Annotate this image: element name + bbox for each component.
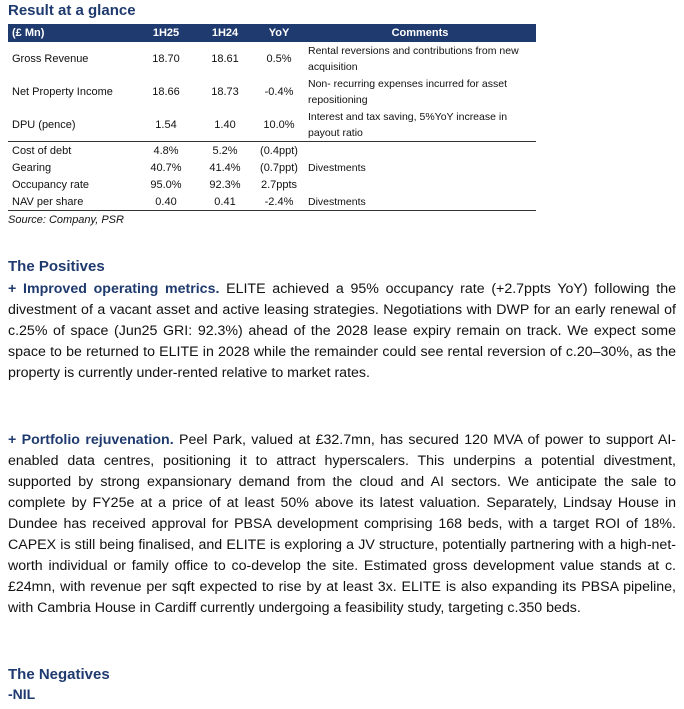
results-table bbox=[8, 24, 536, 211]
header-unit: (£ Mn) bbox=[8, 24, 136, 42]
table-source-note: Source: Company, PSR bbox=[8, 214, 124, 226]
table-row bbox=[8, 42, 536, 75]
table-row bbox=[8, 176, 536, 193]
value-1h24: 92.3% bbox=[209, 178, 241, 191]
table-row bbox=[8, 142, 536, 160]
value-1h25: 95.0% bbox=[150, 178, 182, 191]
value-1h24: 1.40 bbox=[214, 118, 236, 131]
value-1h25: 4.8% bbox=[136, 142, 196, 160]
table-row bbox=[8, 193, 536, 211]
row-label: Cost of debt bbox=[8, 142, 136, 160]
paragraph-lead: + Improved operating metrics. bbox=[8, 281, 220, 297]
row-comment bbox=[304, 142, 536, 160]
header-yoy: YoY bbox=[254, 24, 304, 42]
value-yoy: 2.7ppts bbox=[260, 178, 298, 191]
value-1h24: 0.41 bbox=[196, 193, 254, 211]
table-row bbox=[8, 75, 536, 108]
value-1h24: 18.73 bbox=[211, 85, 239, 98]
value-1h25: 1.54 bbox=[155, 118, 177, 131]
row-comment: Divestments bbox=[304, 193, 536, 211]
table-header-row bbox=[8, 24, 536, 42]
row-label: Net Property Income bbox=[12, 85, 113, 98]
value-yoy: -2.4% bbox=[254, 193, 304, 211]
header-1h24: 1H24 bbox=[196, 24, 254, 42]
value-1h24: 5.2% bbox=[196, 142, 254, 160]
negatives-body: -NIL bbox=[8, 686, 36, 702]
value-1h25: 40.7% bbox=[150, 161, 182, 174]
value-1h25: 0.40 bbox=[136, 193, 196, 211]
paragraph-lead: + Portfolio rejuvenation. bbox=[8, 432, 174, 448]
negatives-heading: The Negatives bbox=[8, 666, 110, 683]
value-yoy: 10.0% bbox=[263, 118, 295, 131]
row-comment: Divestments bbox=[308, 161, 366, 174]
positive-paragraph-portfolio-rejuvenation bbox=[8, 430, 676, 619]
value-yoy: -0.4% bbox=[264, 85, 294, 98]
value-1h24: 41.4% bbox=[209, 161, 241, 174]
row-label: DPU (pence) bbox=[12, 118, 76, 131]
value-1h25: 18.70 bbox=[152, 52, 180, 65]
paragraph-body: Peel Park, valued at £32.7mn, has secured 120 MVA of power to support AI-enabled data centres, positioning it to attract hyperscalers. This underpins a potential divestment, supported by strong expansionary demand from the cloud and AI sectors. We anticipate the sale to complete by FY25e at a price of at least 50% above its latest valuation. Separately, Lindsay House in Dundee has received approval for PBSA development comprising 168 beds, with a target ROI of 18%. CAPEX is still being finalised, and ELITE is exploring a JV structure, potentially partnering with a high-net-worth individual or family office to co-develop the site. Estimated gross development value stands at c.£24mn, with revenue per sqft expected to rise by at least 3x. ELITE is also expanding its PBSA pipeline, with Cambria House in Cardiff currently undergoing a feasibility study, targeting c.350 beds. bbox=[8, 432, 676, 616]
value-1h24: 18.61 bbox=[211, 52, 239, 65]
header-comments: Comments bbox=[304, 24, 536, 42]
result-at-a-glance-title: Result at a glance bbox=[8, 2, 136, 19]
positive-paragraph-operating-metrics bbox=[8, 279, 676, 384]
row-comment: Non- recurring expenses incurred for asset repositioning bbox=[308, 77, 508, 106]
value-1h25: 18.66 bbox=[152, 85, 180, 98]
positives-heading: The Positives bbox=[8, 258, 105, 275]
value-yoy: 0.5% bbox=[266, 52, 292, 65]
row-label: Occupancy rate bbox=[12, 178, 90, 191]
table-row bbox=[8, 159, 536, 176]
header-1h25: 1H25 bbox=[136, 24, 196, 42]
row-label: Gross Revenue bbox=[12, 52, 89, 65]
paragraph-body: ELITE achieved a 95% occupancy rate (+2.7ppts YoY) following the divestment of a vacant asset and active leasing strategies. Negotiations with DWP for an early renewal of c.25% of space (Jun25 GRI: 92.3%) ahead of the 2028 lease expiry remain on track. We expect some space to be returned to ELITE in 2028 while the remainder could see rental reversion of c.20–30%, as the property is currently under-rented relative to market rates. bbox=[8, 281, 676, 381]
value-yoy: (0.4ppt) bbox=[254, 142, 304, 160]
table-row bbox=[8, 108, 536, 142]
row-label: Gearing bbox=[12, 161, 52, 174]
value-yoy: (0.7ppt) bbox=[260, 161, 298, 174]
row-comment: Interest and tax saving, 5%YoY increase in payout ratio bbox=[308, 110, 508, 139]
row-comment bbox=[304, 176, 536, 193]
row-comment: Rental reversions and contributions from new acquisition bbox=[308, 44, 519, 73]
row-label: NAV per share bbox=[8, 193, 136, 211]
